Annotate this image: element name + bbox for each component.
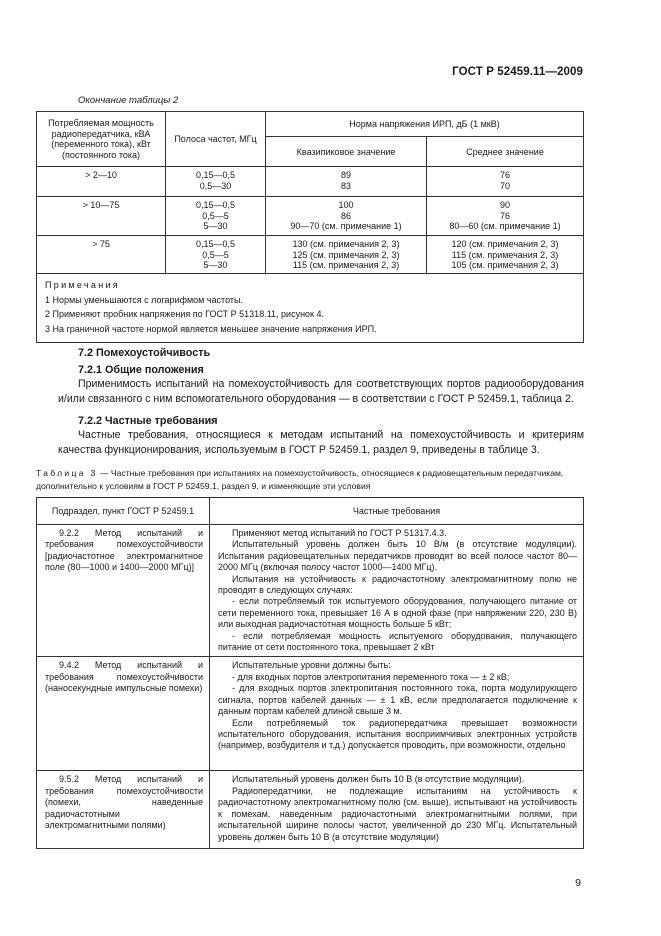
notes-title: Примечания [45, 280, 120, 290]
note-item: 3 На граничной частоте нормой является меньшее значение напряжения ИРП. [45, 323, 377, 334]
page-number: 9 [575, 877, 581, 889]
table3 [36, 497, 584, 849]
table2-head-qp: Квазипиковое значение [266, 137, 427, 167]
table3-head-req: Частные требования [210, 498, 584, 525]
table3-head-clause: Подраздел, пункт ГОСТ Р 52459.1 [37, 498, 210, 525]
table-row: 9.4.2 Метод испытаний и требования помехоустойчивости (наносекундные импульсные помехи) Испытательные уровни должны быть: - для входных портов электропитания переменного тока — ± 2 кВ; - для входных портов электропитания постоянного тока, порта модулирующего сигнала, портов кабелей данных — ± 1 кВ, если предполагается подключение к данным портам кабелей длиной свыше 3 м. Если потребляемый ток радиопередатчика превышает возможности испытательного оборудования, испытания восприимчивых электронных устройств (например, возбудителя и т.д.) допускается проводить, при возможности, отдельно [37, 657, 584, 771]
table2-head-freq: Полоса частот, МГц [166, 112, 266, 167]
table2-notes [37, 274, 584, 343]
section-heading-7-2-2: 7.2.2 Частные требования [78, 415, 218, 427]
table2-head-power: Потребляемая мощность радиопередатчика, кВА (переменного тока), кВт (постоянного тока) [37, 112, 166, 167]
paragraph-7-2-2: Частные требования, относящиеся к методам испытаний на помехоустойчивость и критериям качества функционирования, используемым в ГОСТ Р 52459.1, раздел 9, приведены в таблице 3. [58, 429, 584, 456]
table-row: > 10—75 0,15—0,5 0,5—5 5—30 100 86 90—70 (см. примечание 1) 90 76 80—60 (см. примечание 1) [37, 197, 584, 236]
table-row: 9.5.2 Метод испытаний и требования помехоустойчивости (помехи, наведенные радиочастотными электромагнитными полями) Испытательный уровень должен быть 10 В (в отсутствие модуляции). Радиопередатчики, не подлежащие испытаниям на устойчивость к радиочастотному электромагнитному полю (см. выше), испытывают на устойчивость к помехам, наведенным радиочастотными электромагнитными полями, при испытательной ширине полосы частот, увеличенной до 230 МГц. Испытательный уровень должен быть 10 В (в отсутствие модуляции) [37, 771, 584, 849]
table2-head-avg: Среднее значение [427, 137, 584, 167]
table2-head-norm: Норма напряжения ИРП, дБ (1 мкВ) [266, 112, 584, 137]
paragraph-7-2-1: Применимость испытаний на помехоустойчивость для соответствующих портов радиооборудования и/или связанного с ним вспомогательного оборудования — в соответствии с ГОСТ Р 52459.1, таблица 2. [58, 378, 584, 405]
table2-caption: Окончание таблицы 2 [78, 95, 179, 106]
section-heading-7-2-1: 7.2.1 Общие положения [78, 364, 204, 376]
section-heading-7-2: 7.2 Помехоустойчивость [78, 347, 211, 359]
table3-caption: Таблица 3 — Частные требования при испытаниях на помехоустойчивость, относящиеся к радиовещательным передатчикам, дополнительно к условиям в ГОСТ Р 52459.1, раздел 9, и изменяющие эти условия [36, 468, 564, 491]
note-item: 1 Нормы уменьшаются с логарифмом частоты. [45, 294, 243, 305]
table-row: > 2—10 0,15—0,5 0,5—30 89 83 76 70 [37, 167, 584, 197]
table-row: > 75 0,15—0,5 0,5—5 5—30 130 (см. примечания 2, 3) 125 (см. примечания 2, 3) 115 (см. примечания 2, 3) 120 (см. примечания 2, 3) 115 (см. примечания 2, 3) 105 (см. примечания 2, 3) [37, 236, 584, 274]
document-header: ГОСТ Р 52459.11—2009 [452, 66, 583, 78]
table2 [36, 111, 584, 343]
note-item: 2 Применяют пробник напряжения по ГОСТ Р 51318.11, рисунок 4. [45, 309, 324, 319]
table-row: 9.2.2 Метод испытаний и требования помехоустойчивости [радиочастотное электромагнитное поле (80—1000 и 1400—2000 МГц)] Применяют метод испытаний по ГОСТ Р 51317.4.3. Испытательный уровень должен быть 10 В/м (в отсутствие модуляции). Испытания радиовещательных передатчиков проводят во всей полосе частот 80—2000 МГц (включая полосу частот 1000—1400 МГц). Испытания на устойчивость к радиочастотному электромагнитному полю не проводят в следующих случаях: - если потребляемый ток испытуемого оборудования, получающего питание от сети переменного тока, превышает 16 А в одной фазе (при напряжении 220, 230 В) или выходная радиочастотная мощность больше 5 кВт; - если потребляемая мощность испытуемого оборудования, получающего питание от сети постоянного тока, превышает 2 кВт [37, 525, 584, 657]
